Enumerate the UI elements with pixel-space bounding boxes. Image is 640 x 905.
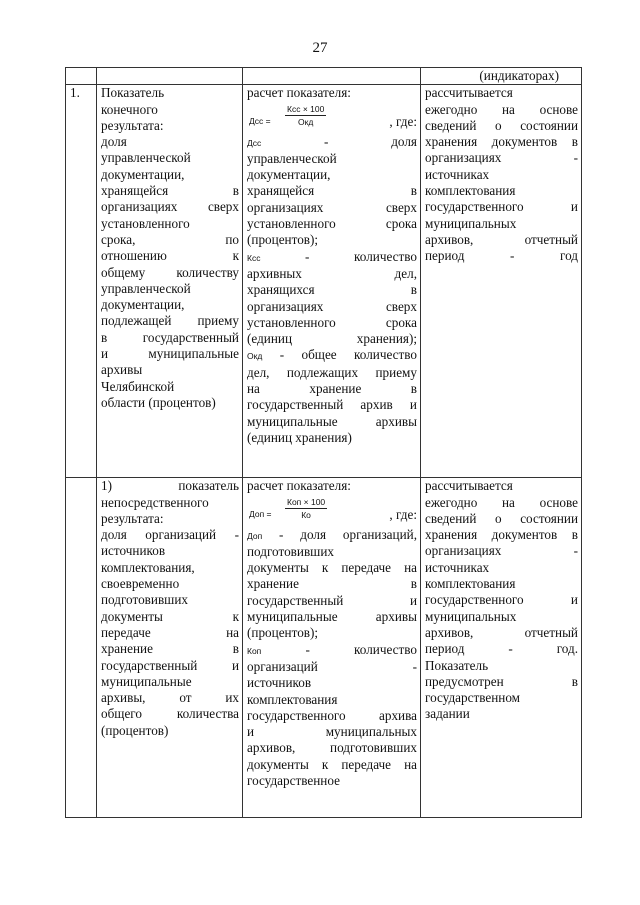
calc-definitions [247,527,417,790]
definition-line [247,381,417,397]
definition-line [247,642,417,659]
text-line: государственного и [425,199,578,215]
definition-line [247,692,417,708]
text-line: Челябинской [101,378,175,394]
definition-line [247,331,417,347]
definition-text: - общее количество [262,347,417,363]
text-line: непосредственного [101,494,209,510]
definition-text: (процентов); [247,232,319,248]
definition-line [247,299,417,315]
method-cell [421,478,582,818]
definition-line [247,708,417,724]
definition-line [247,724,417,740]
definition-text: и муниципальных [247,724,417,740]
text-line: хранящейся в [101,183,239,199]
definition-line [247,576,417,592]
definition-line [247,151,417,167]
definition-text: документы к передаче на [247,560,417,576]
text-line: источниках [425,559,490,575]
calc-title: расчет показателя: [247,478,351,494]
formula-numerator: Ксс × 100 [287,103,325,114]
definition-text: - количество [260,248,417,264]
text-line: рассчитывается [425,478,513,494]
text-line: передаче на [101,624,239,640]
formula [247,102,417,134]
definition-line [247,609,417,625]
definition-text: архивных дел, [247,265,417,281]
formula-symbol: Коп [247,645,262,656]
text-line: своевременно [101,576,180,592]
formula-lhs: Доп = [249,508,272,519]
text-line: управленческой [101,150,191,166]
formula-tail: , где: [389,506,417,522]
definition-text: хранящихся в [247,282,417,298]
definition-text: управленческой [247,150,337,166]
definition-text: подготовивших [247,543,334,559]
definition-text: организаций - [247,658,417,674]
definition-line [247,216,417,232]
text-line: ежегодно на основе [425,101,578,117]
text-line: в государственный [101,329,239,345]
definition-line [247,282,417,298]
formula-symbol: Дсс [247,137,262,148]
definition-line [247,757,417,773]
calc-definitions [247,134,417,447]
text-line: управленческой [101,280,191,296]
header-cell-2 [97,68,243,85]
formula-tail: , где: [389,113,417,129]
definition-line [247,397,417,413]
header-cell-3 [243,68,421,85]
definition-text: источников [247,675,312,691]
row-number-cell [66,478,97,818]
definition-line [247,625,417,641]
calculation-cell [243,85,421,478]
text-line: период - год. [425,641,578,657]
text-line: хранения документов в [425,134,578,150]
definition-text: хранение в [247,576,417,592]
text-line: срока, по [101,231,239,247]
definition-text: организациях сверх [247,199,417,215]
formula-lhs: Дсс = [249,115,271,126]
indicator-cell [97,478,243,818]
table-header-row [66,68,582,85]
definition-line [247,560,417,576]
text-line: сведений о состоянии [425,117,578,133]
text-line: документации, [101,297,185,313]
text-line: конечного [101,101,158,117]
row-number-cell: 1. [66,85,97,478]
definition-line [247,232,417,248]
text-line: 1) показатель [101,478,239,494]
method-cell [421,85,582,478]
text-line: общего количества [101,706,239,722]
text-line: комплектования, [101,559,195,575]
text-line: рассчитывается [425,85,513,101]
text-line: период - год [425,248,578,264]
definition-line [247,249,417,266]
formula-symbol: Доп [247,530,263,541]
definition-line [247,167,417,183]
definition-text: государственное [247,773,340,789]
text-line: общему количеству [101,264,239,280]
header-cell-indicators: (индикаторах) [421,68,582,85]
definition-text: (единиц хранения) [247,429,352,445]
definition-line [247,593,417,609]
definition-text: (процентов); [247,625,319,641]
definition-text: установленного срока [247,216,417,232]
definition-text: (единиц хранения); [247,331,417,347]
text-line: организациях сверх [101,199,239,215]
text-line: государственном [425,690,521,706]
formula [247,495,417,527]
text-line: государственный и [101,657,239,673]
text-line: подлежащей приему [101,313,239,329]
definition-line [247,414,417,430]
definition-text: - количество [261,641,417,657]
text-line: доля организаций - [101,527,239,543]
text-line: подготовивших [101,592,188,608]
calculation-cell [243,478,421,818]
text-line: документы к [101,608,239,624]
formula-symbol: Ксс [247,252,261,263]
definition-text: комплектования [247,691,338,707]
text-line: архивы [101,362,143,378]
text-line: доля [101,134,127,150]
definition-line [247,200,417,216]
text-line: государственного и [425,592,578,608]
text-line: архивов, отчетный [425,231,578,247]
definition-text: установленного срока [247,314,417,330]
definition-line [247,183,417,199]
text-line: отношению к [101,248,239,264]
formula-denominator: Окд [298,116,314,127]
definition-line [247,347,417,364]
text-line: области (процентов) [101,394,216,410]
formula-fraction [285,104,326,128]
definition-text: документации, [247,167,331,183]
formula-symbol: Окд [247,351,263,362]
text-line: результата: [101,117,164,133]
definition-line [247,773,417,789]
text-line: Показатель [101,85,165,101]
text-line: источниках [425,166,490,182]
definition-line [247,659,417,675]
text-line: установленного [101,215,190,231]
formula-fraction [285,497,327,521]
text-line: документации, [101,166,185,182]
text-line: комплектования [425,183,516,199]
text-line: ежегодно на основе [425,494,578,510]
text-line: комплектования [425,576,516,592]
text-line: предусмотрен в [425,673,578,689]
definition-text: - доля организаций, [262,526,417,542]
text-line: хранения документов в [425,527,578,543]
page-number: 27 [312,40,328,56]
formula-denominator: Ко [301,509,311,520]
definition-line [247,315,417,331]
text-line: задании [425,706,470,722]
indicator-cell [97,85,243,478]
definition-text: архивов, подготовивших [247,740,417,756]
text-line: организациях - [425,150,578,166]
table-row [66,478,582,818]
definition-text: - доля [261,133,417,149]
definition-line [247,134,417,151]
text-line: муниципальные [101,673,192,689]
text-line: архивов, отчетный [425,624,578,640]
definition-text: дел, подлежащих приему [247,364,417,380]
text-line: организациях - [425,543,578,559]
text-line: сведений о состоянии [425,510,578,526]
definition-text: государственный и [247,592,417,608]
text-line: Показатель [425,657,489,673]
text-line: результата: [101,510,164,526]
definition-text: государственного архива [247,707,417,723]
definition-line [247,430,417,446]
indicators-table [65,67,582,818]
text-line: хранение в [101,641,239,657]
text-line: муниципальных [425,215,517,231]
definition-line [247,740,417,756]
text-line: источников [101,543,166,559]
text-line: муниципальных [425,608,517,624]
table-row [66,85,582,478]
definition-line [247,365,417,381]
text-line: архивы, от их [101,690,239,706]
definition-text: документы к передаче на [247,756,417,772]
definition-line [247,544,417,560]
text-line: и муниципальные [101,346,239,362]
formula-numerator: Коп × 100 [287,496,326,507]
header-cell-1 [66,68,97,85]
definition-text: муниципальные архивы [247,413,417,429]
text-line: (процентов) [101,722,169,738]
definition-text: на хранение в [247,381,417,397]
definition-text: хранящейся в [247,183,417,199]
definition-line [247,266,417,282]
calc-title: расчет показателя: [247,85,351,101]
definition-text: государственный архив и [247,397,417,413]
definition-text: муниципальные архивы [247,609,417,625]
definition-text: организациях сверх [247,298,417,314]
definition-line [247,675,417,691]
definition-line [247,527,417,544]
